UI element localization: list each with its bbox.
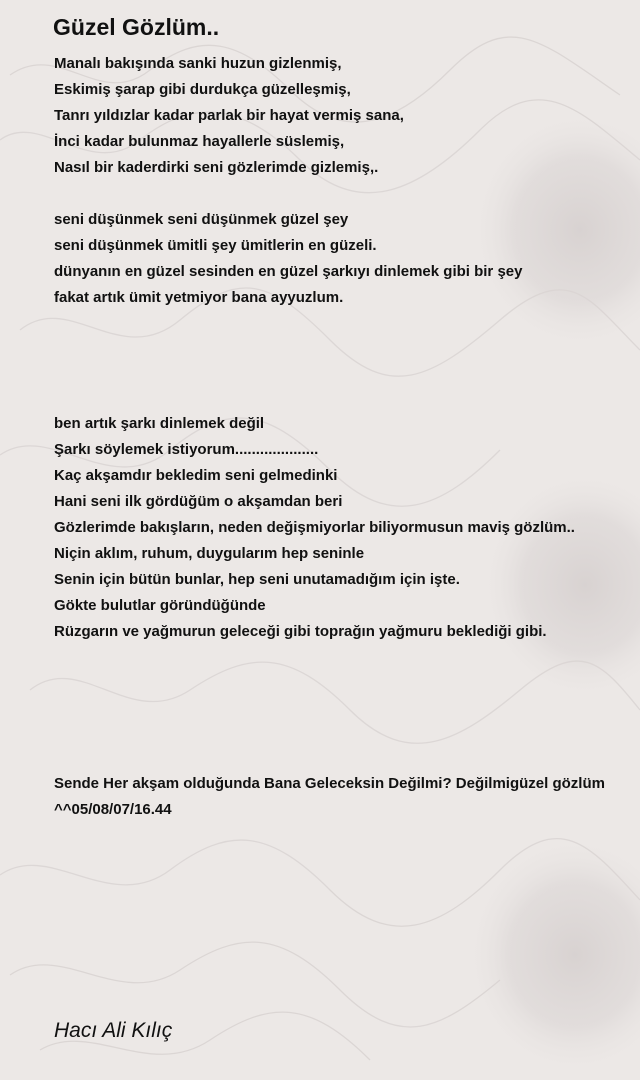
poem-title: Güzel Gözlüm..	[53, 14, 220, 40]
poem-stanza	[54, 771, 605, 823]
poem-line: Kaç akşamdır bekledim seni gelmedinki	[54, 467, 338, 484]
poem-line: Nasıl bir kaderdirki seni gözlerimde gizlemiş,.	[54, 159, 379, 176]
poem-line: ben artık şarkı dinlemek değil	[54, 415, 265, 432]
poem-line: Gözlerimde bakışların, neden değişmiyorlar biliyormusun maviş gözlüm..	[54, 519, 575, 536]
poem-line: Tanrı yıldızlar kadar parlak bir hayat vermiş sana,	[54, 107, 404, 124]
poem-line: Rüzgarın ve yağmurun geleceği gibi toprağın yağmuru beklediği gibi.	[54, 623, 547, 640]
poem-line: İnci kadar bulunmaz hayallerle süslemiş,	[54, 133, 345, 150]
poem-stanza	[54, 207, 522, 311]
poem-line: dünyanın en güzel sesinden en güzel şarkıyı dinlemek gibi bir şey	[54, 263, 523, 280]
poem-line: fakat artık ümit yetmiyor bana ayyuzlum.	[54, 289, 344, 306]
poem-line: Eskimiş şarap gibi durdukça güzelleşmiş,	[54, 81, 351, 98]
poem-line: Sende Her akşam olduğunda Bana Geleceksin Değilmi? Değilmigüzel gözlüm	[54, 775, 605, 792]
poem-stanza	[54, 411, 575, 645]
poem-line: seni düşünmek ümitli şey ümitlerin en güzeli.	[54, 237, 377, 254]
poem-line: Gökte bulutlar göründüğünde	[54, 597, 266, 614]
poem-line: ^^05/08/07/16.44	[54, 801, 172, 818]
poem-line: Senin için bütün bunlar, hep seni unutamadığım için işte.	[54, 571, 460, 588]
poem-author: Hacı Ali Kılıç	[54, 1019, 173, 1042]
poem-line: Hani seni ilk gördüğüm o akşamdan beri	[54, 493, 343, 510]
poem-line: seni düşünmek seni düşünmek güzel şey	[54, 211, 349, 228]
poem-line: Manalı bakışında sanki huzun gizlenmiş,	[54, 55, 342, 72]
poem-stanza	[54, 51, 404, 181]
poem-line: Niçin aklım, ruhum, duygularım hep seninle	[54, 545, 365, 562]
poem-line: Şarkı söylemek istiyorum....................	[54, 441, 319, 458]
